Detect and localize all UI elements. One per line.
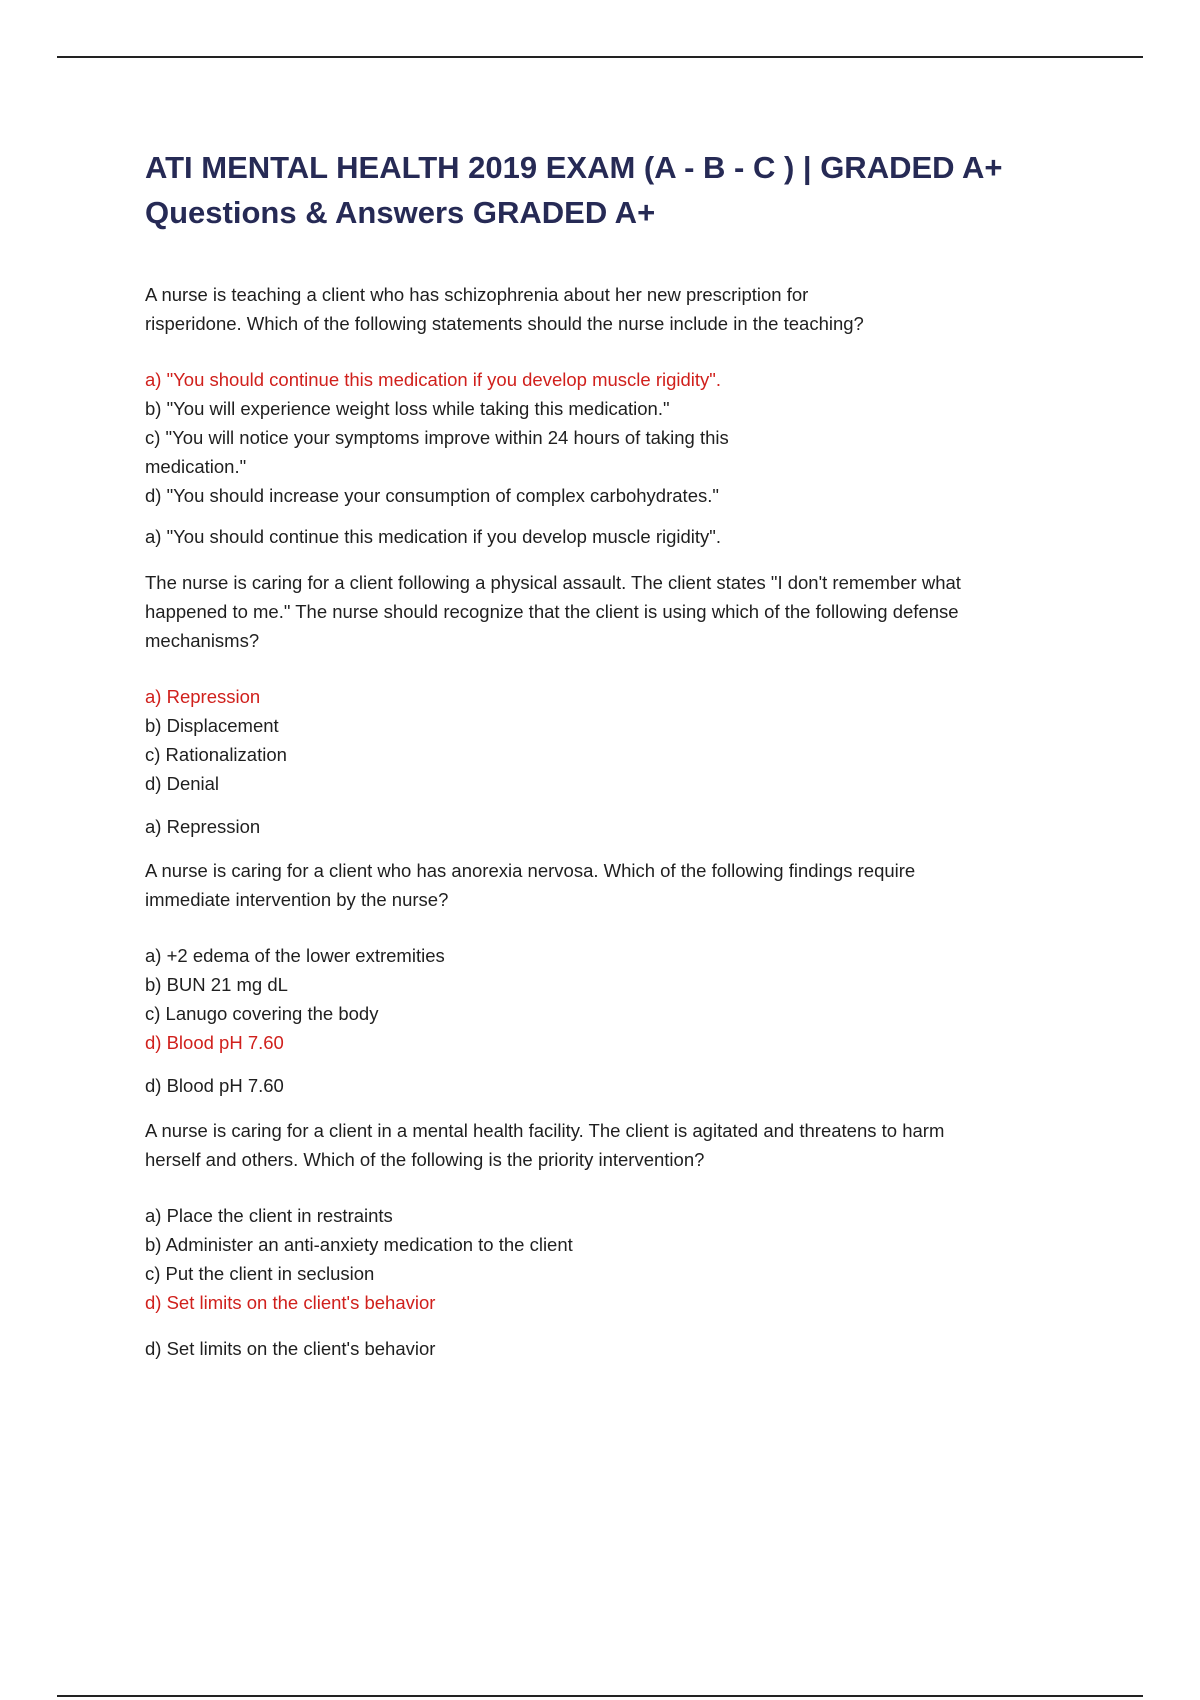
- answer-text: a) Repression: [145, 816, 261, 837]
- option: b) "You will experience weight loss while taking this medication.": [145, 398, 670, 419]
- bottom-rule: [57, 1695, 1143, 1697]
- question-line: mechanisms?: [145, 630, 260, 651]
- option: b) Administer an anti-anxiety medication to the client: [145, 1234, 573, 1255]
- question-line: A nurse is caring for a client in a mental health facility. The client is agitated and threatens to harm: [145, 1120, 945, 1141]
- option-correct: a) Repression: [145, 686, 261, 707]
- option: d) "You should increase your consumption of complex carbohydrates.": [145, 485, 719, 506]
- question-line: The nurse is caring for a client following a physical assault. The client states "I don't remember what: [145, 572, 961, 593]
- answer-text: d) Set limits on the client's behavior: [145, 1338, 436, 1359]
- question-text: [145, 856, 1065, 914]
- question-text: [145, 1116, 1065, 1174]
- document-content: [145, 145, 1065, 1363]
- question-text: [145, 568, 1065, 655]
- question-line: immediate intervention by the nurse?: [145, 889, 449, 910]
- question-line: A nurse is teaching a client who has schizophrenia about her new prescription for: [145, 284, 809, 305]
- document-title: [145, 145, 1065, 235]
- option: b) BUN 21 mg dL: [145, 974, 288, 995]
- question-block-1: [145, 280, 1065, 551]
- option-list: [145, 941, 1065, 1057]
- question-text: [145, 280, 1065, 338]
- option-list: [145, 1201, 1065, 1317]
- option-list: [145, 365, 1065, 510]
- option: c) "You will notice your symptoms improve within 24 hours of taking this: [145, 427, 729, 448]
- option: d) Denial: [145, 773, 220, 794]
- option: a) +2 edema of the lower extremities: [145, 945, 445, 966]
- option: medication.": [145, 456, 247, 477]
- question-block-4: [145, 1116, 1065, 1363]
- option-correct: d) Set limits on the client's behavior: [145, 1292, 436, 1313]
- option: c) Lanugo covering the body: [145, 1003, 379, 1024]
- question-line: risperidone. Which of the following statements should the nurse include in the teaching?: [145, 313, 864, 334]
- option-correct: d) Blood pH 7.60: [145, 1032, 284, 1053]
- option-correct: a) "You should continue this medication if you develop muscle rigidity".: [145, 369, 721, 390]
- top-rule: [57, 56, 1143, 58]
- title-line-2: Questions & Answers GRADED A+: [145, 195, 656, 230]
- option-list: [145, 682, 1065, 798]
- question-line: A nurse is caring for a client who has anorexia nervosa. Which of the following findings require: [145, 860, 916, 881]
- title-line-1: ATI MENTAL HEALTH 2019 EXAM (A - B - C ) | GRADED A+: [145, 150, 1003, 185]
- answer-text: a) "You should continue this medication if you develop muscle rigidity".: [145, 526, 721, 547]
- question-line: happened to me." The nurse should recognize that the client is using which of the following defense: [145, 601, 959, 622]
- option: c) Put the client in seclusion: [145, 1263, 375, 1284]
- question-block-3: [145, 856, 1065, 1100]
- question-line: herself and others. Which of the following is the priority intervention?: [145, 1149, 705, 1170]
- answer-text: d) Blood pH 7.60: [145, 1075, 284, 1096]
- option: c) Rationalization: [145, 744, 287, 765]
- option: b) Displacement: [145, 715, 279, 736]
- option: a) Place the client in restraints: [145, 1205, 393, 1226]
- question-block-2: [145, 568, 1065, 841]
